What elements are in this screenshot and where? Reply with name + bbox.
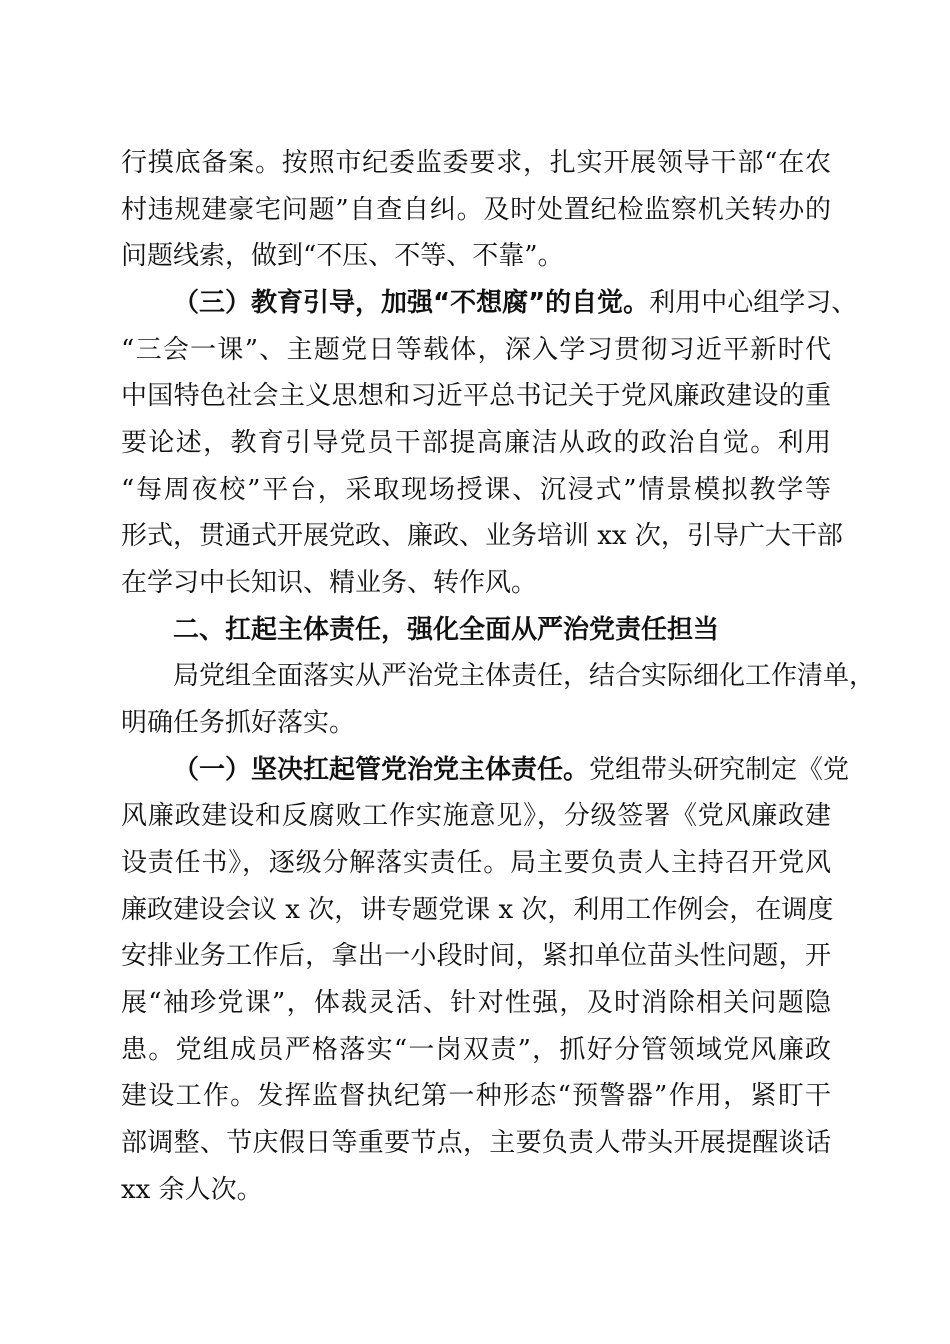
- text-line: 在学习中长知识、精业务、转作风。: [121, 568, 538, 598]
- text-line: 形式，贯通式开展党政、廉政、业务培训 xx 次，引导广大干部: [121, 521, 843, 551]
- text-line: xx 余人次。: [121, 1175, 263, 1205]
- text-line: 要论述，教育引导党员干部提高廉洁从政的政治自觉。利用: [121, 428, 831, 458]
- text-run: 党组带头研究制定《党: [589, 755, 850, 785]
- text-line: 风廉政建设和反腐败工作实施意见》，分级签署《党风廉政建: [121, 801, 831, 831]
- text-line: 中国特色社会主义思想和习近平总书记关于党风廉政建设的重: [121, 381, 831, 411]
- text-line: “三会一课”、主题党日等载体，深入学习贯彻习近平新时代: [121, 335, 831, 365]
- text-line: 村违规建豪宅问题”自查自纠。及时处置纪检监察机关转办的: [121, 195, 831, 225]
- text-line: [173, 285, 858, 321]
- text-line: 展“袖珍党课”，体裁灵活、针对性强，及时消除相关问题隐: [121, 988, 831, 1018]
- text-run: 利用中心组学习、: [649, 288, 858, 318]
- text-line: 问题线索，做到“不压、不等、不靠”。: [121, 241, 564, 271]
- text-line: 部调整、节庆假日等重要节点，主要负责人带头开展提醒谈话: [121, 1128, 831, 1158]
- text-line: 明确任务抓好落实。: [121, 708, 356, 738]
- section-lead: （三）教育引导，加强“不想腐”的自觉。: [173, 288, 650, 318]
- text-line: 设责任书》，逐级分解落实责任。局主要负责人主持召开党风: [121, 848, 831, 878]
- text-line: 廉政建设会议 x 次，讲专题党课 x 次，利用工作例会，在调度: [121, 895, 834, 925]
- section-heading: 二、扛起主体责任，强化全面从严治党责任担当: [173, 615, 720, 645]
- text-line: 局党组全面落实从严治党主体责任，结合实际细化工作清单，: [173, 661, 876, 691]
- section-lead: （一）坚决扛起管党治党主体责任。: [173, 755, 590, 785]
- text-line: 患。党组成员严格落实“一岗双责”，抓好分管领域党风廉政: [121, 1035, 831, 1065]
- text-line: 建设工作。发挥监督执纪第一种形态“预警器”作用，紧盯干: [121, 1081, 831, 1111]
- text-line: 安排业务工作后，拿出一小段时间，紧扣单位苗头性问题，开: [121, 941, 831, 971]
- text-line: [173, 752, 850, 788]
- text-line: 行摸底备案。按照市纪委监委要求，扎实开展领导干部“在农: [121, 148, 831, 178]
- text-line: “每周夜校”平台，采取现场授课、沉浸式”情景模拟教学等: [121, 475, 831, 505]
